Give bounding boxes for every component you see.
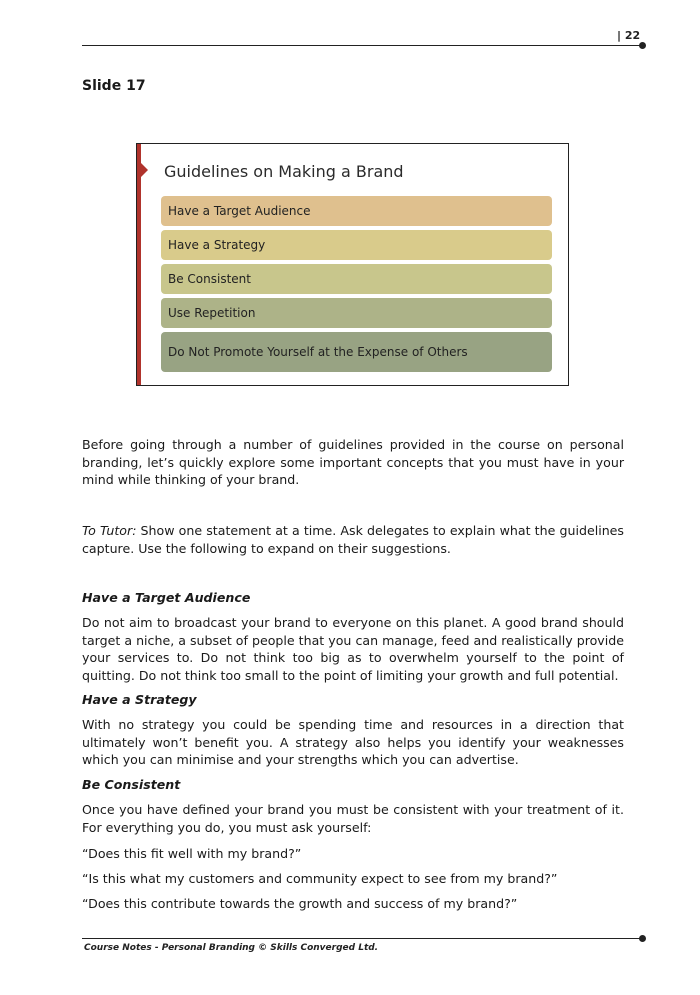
page-number: | 22: [617, 29, 641, 42]
intro-paragraph: Before going through a number of guidelines provided in the course on personal branding, let’s quickly explore some important concepts that you must have in your mind while thinking of your brand.: [82, 437, 624, 488]
slide-item-label: Be Consistent: [168, 272, 251, 286]
quote-growth-success: “Does this contribute towards the growth and success of my brand?”: [82, 896, 518, 911]
slide-item-label: Use Repetition: [168, 306, 256, 320]
slide-item-repetition: [161, 298, 552, 328]
slide-title: Guidelines on Making a Brand: [164, 162, 404, 181]
section-heading-strategy: Have a Strategy: [82, 692, 197, 707]
footer-text: Course Notes - Personal Branding © Skills Converged Ltd.: [84, 943, 379, 953]
tutor-note-text: Show one statement at a time. Ask delegates to explain what the guidelines capture. Use the following to expand on their suggestions.: [82, 523, 624, 556]
slide-item-consistent: [161, 264, 552, 294]
rule-end-dot: [639, 935, 646, 942]
slide-item-label: Do Not Promote Yourself at the Expense of Others: [168, 345, 468, 359]
slide-label: Slide 17: [82, 78, 146, 94]
section-text-consistent: Once you have defined your brand you must be consistent with your treatment of it. For everything you do, you must ask yourself:: [82, 802, 624, 835]
header-rule: [82, 45, 642, 46]
slide-item-label: Have a Target Audience: [168, 204, 311, 218]
slide-accent-bar: [137, 144, 141, 385]
tutor-note-label: To Tutor:: [82, 523, 137, 538]
section-heading-consistent: Be Consistent: [82, 777, 181, 792]
slide-item-do-not-promote: [161, 332, 552, 372]
slide-accent-arrow-icon: [141, 163, 148, 177]
quote-customer-expectation: “Is this what my customers and community expect to see from my brand?”: [82, 871, 558, 886]
quote-fit-brand: “Does this fit well with my brand?”: [82, 846, 302, 861]
slide-item-strategy: [161, 230, 552, 260]
footer-rule: [82, 938, 642, 939]
slide-thumbnail: [136, 143, 569, 386]
section-heading-target-audience: Have a Target Audience: [82, 590, 251, 605]
slide-item-target-audience: [161, 196, 552, 226]
section-text-strategy: With no strategy you could be spending time and resources in a direction that ultimately won’t benefit you. A strategy also helps you identify your weaknesses which you can minimise and your strengths which you can advertise.: [82, 717, 624, 768]
slide-item-label: Have a Strategy: [168, 238, 266, 252]
tutor-note: [82, 522, 624, 557]
section-text-target-audience: Do not aim to broadcast your brand to everyone on this planet. A good brand should target a niche, a subset of people that you can manage, feed and realistically provide your services to. Do not think too big as to overwhelm yourself to the point of quitting. Do not think too small to the point of limiting your growth and full potential.: [82, 615, 624, 683]
rule-end-dot: [639, 42, 646, 49]
